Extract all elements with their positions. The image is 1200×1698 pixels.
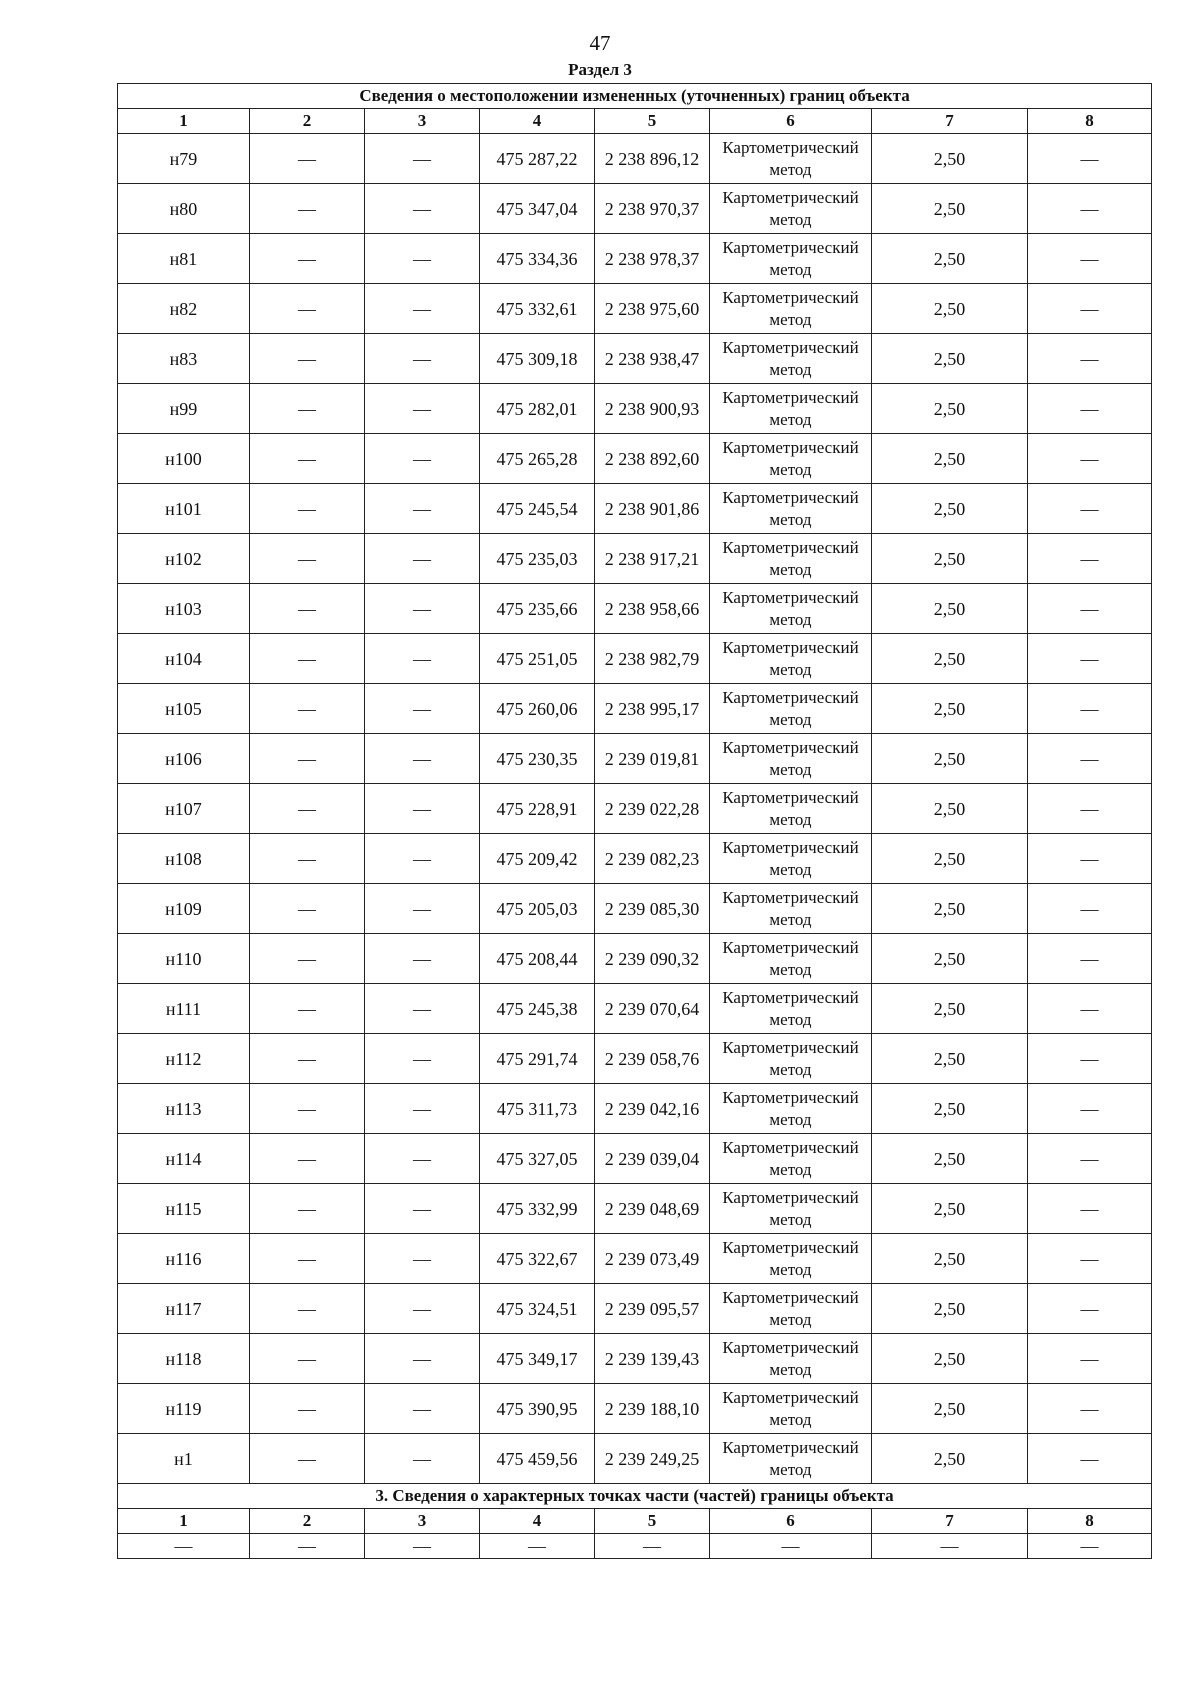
accuracy-cell: 2,50 <box>872 134 1028 184</box>
col3-cell: — <box>365 984 480 1034</box>
accuracy-cell: 2,50 <box>872 584 1028 634</box>
method-cell: Картометрический метод <box>710 634 872 684</box>
col2-cell: — <box>250 984 365 1034</box>
col2-cell: — <box>250 534 365 584</box>
y-coordinate-cell: 2 239 085,30 <box>595 884 710 934</box>
column-number-2: 2 <box>250 109 365 134</box>
empty-cell: — <box>480 1534 595 1559</box>
col3-cell: — <box>365 534 480 584</box>
accuracy-cell: 2,50 <box>872 1334 1028 1384</box>
empty-cell: — <box>872 1534 1028 1559</box>
y-coordinate-cell: 2 239 090,32 <box>595 934 710 984</box>
method-cell: Картометрический метод <box>710 234 872 284</box>
point-name-cell: н106 <box>118 734 250 784</box>
accuracy-cell: 2,50 <box>872 684 1028 734</box>
table-row <box>118 184 1152 234</box>
page-number: 47 <box>589 31 611 55</box>
x-coordinate-cell: 475 309,18 <box>480 334 595 384</box>
y-coordinate-cell: 2 238 896,12 <box>595 134 710 184</box>
x-coordinate-cell: 475 235,66 <box>480 584 595 634</box>
column-number-8: 8 <box>1028 109 1152 134</box>
table-caption: Сведения о местоположении измененных (уточненных) границ объекта <box>118 84 1152 109</box>
x-coordinate-cell: 475 332,61 <box>480 284 595 334</box>
col3-cell: — <box>365 184 480 234</box>
point-name-cell: н104 <box>118 634 250 684</box>
table-row <box>118 884 1152 934</box>
x-coordinate-cell: 475 209,42 <box>480 834 595 884</box>
table-row <box>118 384 1152 434</box>
method-cell: Картометрический метод <box>710 1434 872 1484</box>
col2-cell: — <box>250 1134 365 1184</box>
col3-cell: — <box>365 1034 480 1084</box>
col3-cell: — <box>365 434 480 484</box>
part-points-empty-row <box>118 1534 1152 1559</box>
col3-cell: — <box>365 284 480 334</box>
point-name-cell: н115 <box>118 1184 250 1234</box>
y-coordinate-cell: 2 239 139,43 <box>595 1334 710 1384</box>
col2-cell: — <box>250 784 365 834</box>
y-coordinate-cell: 2 238 901,86 <box>595 484 710 534</box>
table-row <box>118 834 1152 884</box>
empty-cell: — <box>710 1534 872 1559</box>
x-coordinate-cell: 475 322,67 <box>480 1234 595 1284</box>
y-coordinate-cell: 2 238 938,47 <box>595 334 710 384</box>
col8-cell: — <box>1028 1234 1152 1284</box>
method-cell: Картометрический метод <box>710 434 872 484</box>
col2-cell: — <box>250 1434 365 1484</box>
y-coordinate-cell: 2 239 039,04 <box>595 1134 710 1184</box>
point-name-cell: н105 <box>118 684 250 734</box>
method-cell: Картометрический метод <box>710 1134 872 1184</box>
y-coordinate-cell: 2 238 995,17 <box>595 684 710 734</box>
col8-cell: — <box>1028 684 1152 734</box>
table-row <box>118 1184 1152 1234</box>
y-coordinate-cell: 2 238 982,79 <box>595 634 710 684</box>
y-coordinate-cell: 2 238 970,37 <box>595 184 710 234</box>
col8-cell: — <box>1028 1134 1152 1184</box>
col8-cell: — <box>1028 234 1152 284</box>
col2-cell: — <box>250 1334 365 1384</box>
table-row <box>118 784 1152 834</box>
col2-cell: — <box>250 134 365 184</box>
accuracy-cell: 2,50 <box>872 1134 1028 1184</box>
column-number-6: 6 <box>710 109 872 134</box>
x-coordinate-cell: 475 324,51 <box>480 1284 595 1334</box>
col8-cell: — <box>1028 484 1152 534</box>
col3-cell: — <box>365 1284 480 1334</box>
table-row <box>118 534 1152 584</box>
table-row <box>118 1334 1152 1384</box>
col2-cell: — <box>250 934 365 984</box>
point-name-cell: н79 <box>118 134 250 184</box>
method-cell: Картометрический метод <box>710 534 872 584</box>
part-points-column-number-row <box>118 1509 1152 1534</box>
method-cell: Картометрический метод <box>710 1234 872 1284</box>
method-cell: Картометрический метод <box>710 134 872 184</box>
accuracy-cell: 2,50 <box>872 484 1028 534</box>
x-coordinate-cell: 475 311,73 <box>480 1084 595 1134</box>
col2-cell: — <box>250 684 365 734</box>
y-coordinate-cell: 2 238 975,60 <box>595 284 710 334</box>
accuracy-cell: 2,50 <box>872 834 1028 884</box>
col8-cell: — <box>1028 1384 1152 1434</box>
point-name-cell: н80 <box>118 184 250 234</box>
col8-cell: — <box>1028 284 1152 334</box>
empty-cell: — <box>1028 1534 1152 1559</box>
x-coordinate-cell: 475 205,03 <box>480 884 595 934</box>
col3-cell: — <box>365 384 480 434</box>
method-cell: Картометрический метод <box>710 184 872 234</box>
table-row <box>118 734 1152 784</box>
x-coordinate-cell: 475 347,04 <box>480 184 595 234</box>
x-coordinate-cell: 475 287,22 <box>480 134 595 184</box>
col8-cell: — <box>1028 134 1152 184</box>
point-name-cell: н102 <box>118 534 250 584</box>
x-coordinate-cell: 475 459,56 <box>480 1434 595 1484</box>
y-coordinate-cell: 2 238 900,93 <box>595 384 710 434</box>
column-number-7: 7 <box>872 109 1028 134</box>
method-cell: Картометрический метод <box>710 1384 872 1434</box>
col8-cell: — <box>1028 784 1152 834</box>
col3-cell: — <box>365 234 480 284</box>
point-name-cell: н111 <box>118 984 250 1034</box>
accuracy-cell: 2,50 <box>872 534 1028 584</box>
col3-cell: — <box>365 834 480 884</box>
col8-cell: — <box>1028 634 1152 684</box>
column-number-7: 7 <box>872 1509 1028 1534</box>
column-number-6: 6 <box>710 1509 872 1534</box>
col8-cell: — <box>1028 1184 1152 1234</box>
x-coordinate-cell: 475 390,95 <box>480 1384 595 1434</box>
accuracy-cell: 2,50 <box>872 284 1028 334</box>
col8-cell: — <box>1028 534 1152 584</box>
y-coordinate-cell: 2 239 019,81 <box>595 734 710 784</box>
col8-cell: — <box>1028 734 1152 784</box>
col2-cell: — <box>250 734 365 784</box>
method-cell: Картометрический метод <box>710 1334 872 1384</box>
point-name-cell: н108 <box>118 834 250 884</box>
col8-cell: — <box>1028 884 1152 934</box>
x-coordinate-cell: 475 235,03 <box>480 534 595 584</box>
method-cell: Картометрический метод <box>710 484 872 534</box>
table-row <box>118 334 1152 384</box>
col2-cell: — <box>250 184 365 234</box>
col8-cell: — <box>1028 184 1152 234</box>
col3-cell: — <box>365 934 480 984</box>
boundary-points-table <box>117 83 1152 1559</box>
table-row <box>118 1434 1152 1484</box>
y-coordinate-cell: 2 238 892,60 <box>595 434 710 484</box>
col3-cell: — <box>365 1434 480 1484</box>
accuracy-cell: 2,50 <box>872 934 1028 984</box>
col3-cell: — <box>365 1084 480 1134</box>
point-name-cell: н100 <box>118 434 250 484</box>
table-row <box>118 484 1152 534</box>
col8-cell: — <box>1028 834 1152 884</box>
col3-cell: — <box>365 884 480 934</box>
x-coordinate-cell: 475 332,99 <box>480 1184 595 1234</box>
x-coordinate-cell: 475 349,17 <box>480 1334 595 1384</box>
x-coordinate-cell: 475 245,38 <box>480 984 595 1034</box>
table-row <box>118 1234 1152 1284</box>
column-number-5: 5 <box>595 1509 710 1534</box>
accuracy-cell: 2,50 <box>872 634 1028 684</box>
point-name-cell: н110 <box>118 934 250 984</box>
y-coordinate-cell: 2 239 022,28 <box>595 784 710 834</box>
accuracy-cell: 2,50 <box>872 734 1028 784</box>
point-name-cell: н99 <box>118 384 250 434</box>
table-row <box>118 984 1152 1034</box>
accuracy-cell: 2,50 <box>872 1384 1028 1434</box>
col8-cell: — <box>1028 334 1152 384</box>
column-number-3: 3 <box>365 109 480 134</box>
method-cell: Картометрический метод <box>710 284 872 334</box>
accuracy-cell: 2,50 <box>872 434 1028 484</box>
y-coordinate-cell: 2 239 095,57 <box>595 1284 710 1334</box>
col2-cell: — <box>250 1234 365 1284</box>
col8-cell: — <box>1028 1034 1152 1084</box>
accuracy-cell: 2,50 <box>872 884 1028 934</box>
table-row <box>118 1284 1152 1334</box>
point-name-cell: н107 <box>118 784 250 834</box>
col8-cell: — <box>1028 1084 1152 1134</box>
method-cell: Картометрический метод <box>710 684 872 734</box>
table-row <box>118 934 1152 984</box>
point-name-cell: н119 <box>118 1384 250 1434</box>
x-coordinate-cell: 475 265,28 <box>480 434 595 484</box>
y-coordinate-cell: 2 239 070,64 <box>595 984 710 1034</box>
y-coordinate-cell: 2 239 048,69 <box>595 1184 710 1234</box>
y-coordinate-cell: 2 238 917,21 <box>595 534 710 584</box>
table-row <box>118 1084 1152 1134</box>
y-coordinate-cell: 2 239 082,23 <box>595 834 710 884</box>
accuracy-cell: 2,50 <box>872 184 1028 234</box>
col8-cell: — <box>1028 1434 1152 1484</box>
method-cell: Картометрический метод <box>710 334 872 384</box>
y-coordinate-cell: 2 238 978,37 <box>595 234 710 284</box>
empty-cell: — <box>365 1534 480 1559</box>
col2-cell: — <box>250 884 365 934</box>
column-number-row <box>118 109 1152 134</box>
col2-cell: — <box>250 384 365 434</box>
table-row <box>118 1134 1152 1184</box>
accuracy-cell: 2,50 <box>872 1234 1028 1284</box>
table-row <box>118 434 1152 484</box>
method-cell: Картометрический метод <box>710 984 872 1034</box>
col2-cell: — <box>250 1384 365 1434</box>
method-cell: Картометрический метод <box>710 1184 872 1234</box>
method-cell: Картометрический метод <box>710 784 872 834</box>
x-coordinate-cell: 475 230,35 <box>480 734 595 784</box>
col8-cell: — <box>1028 384 1152 434</box>
col2-cell: — <box>250 1034 365 1084</box>
col8-cell: — <box>1028 584 1152 634</box>
col2-cell: — <box>250 284 365 334</box>
point-name-cell: н116 <box>118 1234 250 1284</box>
point-name-cell: н114 <box>118 1134 250 1184</box>
col2-cell: — <box>250 434 365 484</box>
table-row <box>118 284 1152 334</box>
column-number-5: 5 <box>595 109 710 134</box>
table-row <box>118 584 1152 634</box>
col3-cell: — <box>365 634 480 684</box>
col3-cell: — <box>365 584 480 634</box>
y-coordinate-cell: 2 239 249,25 <box>595 1434 710 1484</box>
x-coordinate-cell: 475 282,01 <box>480 384 595 434</box>
empty-cell: — <box>118 1534 250 1559</box>
empty-cell: — <box>250 1534 365 1559</box>
point-name-cell: н118 <box>118 1334 250 1384</box>
accuracy-cell: 2,50 <box>872 234 1028 284</box>
x-coordinate-cell: 475 260,06 <box>480 684 595 734</box>
accuracy-cell: 2,50 <box>872 334 1028 384</box>
accuracy-cell: 2,50 <box>872 784 1028 834</box>
col2-cell: — <box>250 1284 365 1334</box>
col3-cell: — <box>365 734 480 784</box>
table-row <box>118 684 1152 734</box>
col3-cell: — <box>365 484 480 534</box>
method-cell: Картометрический метод <box>710 884 872 934</box>
method-cell: Картометрический метод <box>710 1284 872 1334</box>
method-cell: Картометрический метод <box>710 584 872 634</box>
point-name-cell: н112 <box>118 1034 250 1084</box>
accuracy-cell: 2,50 <box>872 984 1028 1034</box>
col3-cell: — <box>365 1384 480 1434</box>
x-coordinate-cell: 475 245,54 <box>480 484 595 534</box>
table-row <box>118 1384 1152 1434</box>
col2-cell: — <box>250 234 365 284</box>
col3-cell: — <box>365 1234 480 1284</box>
x-coordinate-cell: 475 334,36 <box>480 234 595 284</box>
point-name-cell: н1 <box>118 1434 250 1484</box>
point-name-cell: н109 <box>118 884 250 934</box>
method-cell: Картометрический метод <box>710 834 872 884</box>
method-cell: Картометрический метод <box>710 734 872 784</box>
y-coordinate-cell: 2 238 958,66 <box>595 584 710 634</box>
column-number-1: 1 <box>118 109 250 134</box>
column-number-3: 3 <box>365 1509 480 1534</box>
col2-cell: — <box>250 334 365 384</box>
column-number-2: 2 <box>250 1509 365 1534</box>
point-name-cell: н81 <box>118 234 250 284</box>
col3-cell: — <box>365 1184 480 1234</box>
section-title: Раздел 3 <box>568 60 632 79</box>
column-number-4: 4 <box>480 1509 595 1534</box>
col3-cell: — <box>365 134 480 184</box>
part-points-caption: 3. Сведения о характерных точках части (частей) границы объекта <box>118 1484 1152 1509</box>
col2-cell: — <box>250 1184 365 1234</box>
y-coordinate-cell: 2 239 188,10 <box>595 1384 710 1434</box>
col2-cell: — <box>250 584 365 634</box>
point-name-cell: н117 <box>118 1284 250 1334</box>
col8-cell: — <box>1028 1334 1152 1384</box>
col3-cell: — <box>365 1334 480 1384</box>
accuracy-cell: 2,50 <box>872 1034 1028 1084</box>
col8-cell: — <box>1028 934 1152 984</box>
accuracy-cell: 2,50 <box>872 1434 1028 1484</box>
accuracy-cell: 2,50 <box>872 1084 1028 1134</box>
col3-cell: — <box>365 684 480 734</box>
method-cell: Картометрический метод <box>710 934 872 984</box>
column-number-8: 8 <box>1028 1509 1152 1534</box>
col2-cell: — <box>250 1084 365 1134</box>
col2-cell: — <box>250 834 365 884</box>
table-row <box>118 234 1152 284</box>
table-row <box>118 134 1152 184</box>
accuracy-cell: 2,50 <box>872 1284 1028 1334</box>
method-cell: Картометрический метод <box>710 1034 872 1084</box>
point-name-cell: н103 <box>118 584 250 634</box>
accuracy-cell: 2,50 <box>872 1184 1028 1234</box>
col2-cell: — <box>250 484 365 534</box>
y-coordinate-cell: 2 239 073,49 <box>595 1234 710 1284</box>
column-number-1: 1 <box>118 1509 250 1534</box>
point-name-cell: н83 <box>118 334 250 384</box>
table-row <box>118 634 1152 684</box>
x-coordinate-cell: 475 251,05 <box>480 634 595 684</box>
method-cell: Картометрический метод <box>710 1084 872 1134</box>
x-coordinate-cell: 475 291,74 <box>480 1034 595 1084</box>
col3-cell: — <box>365 334 480 384</box>
empty-cell: — <box>595 1534 710 1559</box>
col3-cell: — <box>365 784 480 834</box>
x-coordinate-cell: 475 228,91 <box>480 784 595 834</box>
point-name-cell: н101 <box>118 484 250 534</box>
point-name-cell: н113 <box>118 1084 250 1134</box>
x-coordinate-cell: 475 208,44 <box>480 934 595 984</box>
y-coordinate-cell: 2 239 058,76 <box>595 1034 710 1084</box>
col8-cell: — <box>1028 1284 1152 1334</box>
table-row <box>118 1034 1152 1084</box>
point-name-cell: н82 <box>118 284 250 334</box>
col2-cell: — <box>250 634 365 684</box>
accuracy-cell: 2,50 <box>872 384 1028 434</box>
col8-cell: — <box>1028 434 1152 484</box>
column-number-4: 4 <box>480 109 595 134</box>
method-cell: Картометрический метод <box>710 384 872 434</box>
x-coordinate-cell: 475 327,05 <box>480 1134 595 1184</box>
col3-cell: — <box>365 1134 480 1184</box>
col8-cell: — <box>1028 984 1152 1034</box>
y-coordinate-cell: 2 239 042,16 <box>595 1084 710 1134</box>
